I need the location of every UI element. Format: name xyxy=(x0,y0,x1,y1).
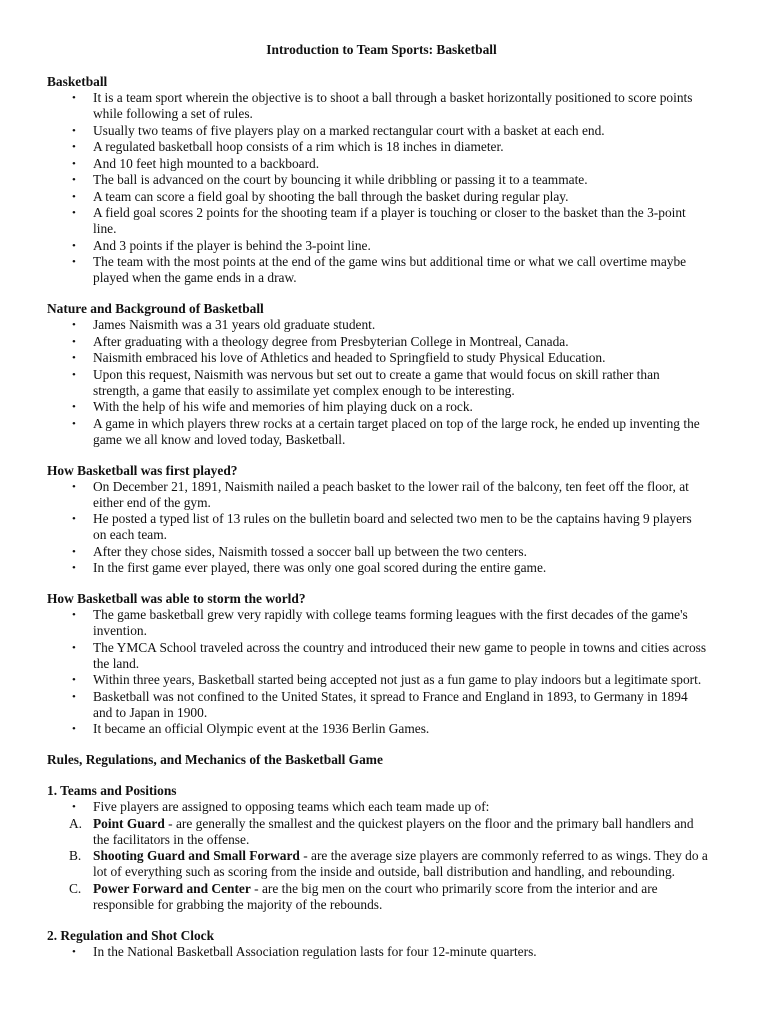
bullet-icon: • xyxy=(72,335,76,348)
list-item-text: On December 21, 1891, Naismith nailed a peach basket to the lower rail of the balcony, ten feet off the floor, at either end of the gym. xyxy=(93,478,689,510)
list-item xyxy=(47,399,708,415)
bullet-icon: • xyxy=(72,239,76,252)
section-heading: How Basketball was able to storm the world? xyxy=(47,591,306,606)
list-item-text: After they chose sides, Naismith tossed a soccer ball up between the two centers. xyxy=(93,543,527,559)
list-item-text: And 10 feet high mounted to a backboard. xyxy=(93,155,320,171)
bullet-icon: • xyxy=(72,92,76,104)
section-heading: 1. Teams and Positions xyxy=(47,783,177,798)
position-item xyxy=(47,881,708,913)
bullet-icon: • xyxy=(72,674,76,686)
section-heading: How Basketball was first played? xyxy=(47,462,238,478)
bullet-list xyxy=(47,799,708,815)
section xyxy=(47,463,708,577)
bullet-icon: • xyxy=(72,641,76,654)
list-item-text: The game basketball grew very rapidly with college teams forming leagues with the first decades of the game's invention. xyxy=(93,607,688,638)
list-item-text: The team with the most points at the end of the game wins but additional time or what we call overtime maybe played when the game ends in a draw. xyxy=(93,254,687,285)
list-item-text: Five players are assigned to opposing teams which each team made up of: xyxy=(93,799,490,814)
list-item-text: It is a team sport wherein the objective is to shoot a ball through a basket horizontally positioned to score points while following a set of rules. xyxy=(93,90,693,121)
bullet-icon: • xyxy=(72,141,76,153)
bullet-list xyxy=(47,90,708,286)
bullet-icon: • xyxy=(72,723,76,735)
document-title: Introduction to Team Sports: Basketball xyxy=(266,42,497,57)
position-description: - are the average size players are commonly referred to as wings. They do a lot of everything such as scoring from the inside and outside, ball distribution and handling, and rebounding. xyxy=(93,848,708,879)
list-item-text: A game in which players threw rocks at a certain target placed on top of the large rock, he ended up inventing the game we all know and loved today, Basketball. xyxy=(93,415,700,447)
bullet-icon: • xyxy=(72,174,76,186)
bullet-icon: • xyxy=(72,545,76,558)
position-item xyxy=(47,816,708,848)
bullet-icon: • xyxy=(72,368,76,381)
list-item xyxy=(47,350,708,366)
list-item xyxy=(47,238,708,254)
list-item-text: A field goal scores 2 points for the shooting team if a player is touching or closer to the basket than the 3-point line. xyxy=(93,205,686,236)
list-item xyxy=(47,544,708,560)
list-item xyxy=(47,139,708,155)
list-item xyxy=(47,334,708,350)
sections-container xyxy=(47,74,708,737)
bullet-icon: • xyxy=(72,609,76,621)
list-item-text: A team can score a field goal by shooting the ball through the basket during regular play. xyxy=(93,188,569,204)
list-item-text: The ball is advanced on the court by bouncing it while dribbling or passing it to a teammate. xyxy=(93,172,588,187)
bullet-icon: • xyxy=(72,690,76,703)
bullet-icon: • xyxy=(72,256,76,268)
list-item-text: Naismith embraced his love of Athletics and headed to Springfield to study Physical Education. xyxy=(93,350,606,365)
bullet-icon: • xyxy=(72,513,76,525)
list-item xyxy=(47,511,708,543)
list-item xyxy=(47,123,708,139)
bullet-icon: • xyxy=(72,207,76,219)
bullet-icon: • xyxy=(72,417,76,430)
bullet-icon: • xyxy=(72,319,76,331)
list-item-text: He posted a typed list of 13 rules on the bulletin board and selected two men to be the captains having 9 players on each team. xyxy=(93,511,692,542)
list-item xyxy=(47,90,708,122)
list-item-text: Basketball was not confined to the United States, it spread to France and England in 1893, to Germany in 1894 and to Japan in 1900. xyxy=(93,688,688,720)
bullet-icon: • xyxy=(72,124,76,137)
list-item xyxy=(47,944,708,960)
bullet-icon: • xyxy=(72,945,76,958)
list-item-text: A regulated basketball hoop consists of a rim which is 18 inches in diameter. xyxy=(93,139,504,154)
list-item-text: It became an official Olympic event at the 1936 Berlin Games. xyxy=(93,721,430,736)
section-heading: 2. Regulation and Shot Clock xyxy=(47,927,215,943)
list-item xyxy=(47,254,708,286)
list-item-text: And 3 points if the player is behind the 3-point line. xyxy=(93,237,371,253)
section-regulation xyxy=(47,928,708,960)
position-item xyxy=(47,848,708,880)
bullet-list xyxy=(47,944,708,960)
list-letter: C. xyxy=(69,880,82,896)
list-item xyxy=(47,367,708,399)
position-term: Shooting Guard and Small Forward xyxy=(93,848,300,863)
bullet-list xyxy=(47,479,708,577)
list-item xyxy=(47,560,708,576)
bullet-icon: • xyxy=(72,480,76,493)
section xyxy=(47,301,708,448)
bullet-list xyxy=(47,317,708,448)
list-item xyxy=(47,205,708,237)
list-item xyxy=(47,672,708,688)
list-item-text: The YMCA School traveled across the country and introduced their new game to people in towns and cities across the land. xyxy=(93,639,707,671)
list-item-text: Within three years, Basketball started being accepted not just as a fun game to play indoors but a legitimate sport. xyxy=(93,672,702,687)
position-description: - are generally the smallest and the quickest players on the floor and the primary ball handlers and the facilitators in the offense. xyxy=(93,815,694,847)
list-item xyxy=(47,689,708,721)
bullet-icon: • xyxy=(72,562,76,574)
bullet-icon: • xyxy=(72,801,76,813)
list-item xyxy=(47,479,708,511)
bullet-icon: • xyxy=(72,157,76,170)
section-teams-positions xyxy=(47,783,708,913)
list-letter: A. xyxy=(69,815,83,831)
list-item xyxy=(47,721,708,737)
section-heading: Basketball xyxy=(47,74,108,89)
bullet-icon: • xyxy=(72,352,76,364)
list-item xyxy=(47,416,708,448)
list-item-text: In the National Basketball Association regulation lasts for four 12-minute quarters. xyxy=(93,943,537,959)
list-item xyxy=(47,189,708,205)
position-description: - are the big men on the court who primarily score from the interior and are responsible for grabbing the majority of the rebounds. xyxy=(93,880,658,912)
list-item xyxy=(47,607,708,639)
section-heading: Nature and Background of Basketball xyxy=(47,301,264,316)
list-item-text: James Naismith was a 31 years old graduate student. xyxy=(93,317,376,332)
list-item xyxy=(47,156,708,172)
list-item xyxy=(47,317,708,333)
list-letter: B. xyxy=(69,848,82,863)
section xyxy=(47,591,708,737)
section xyxy=(47,74,708,286)
positions-list xyxy=(47,816,708,913)
position-term: Point Guard xyxy=(93,815,165,831)
position-term: Power Forward and Center xyxy=(93,880,251,896)
bullet-icon: • xyxy=(72,190,76,203)
list-item-text: In the first game ever played, there was only one goal scored during the entire game. xyxy=(93,560,547,575)
list-item xyxy=(47,172,708,188)
list-item xyxy=(47,640,708,672)
list-item-text: Upon this request, Naismith was nervous but set out to create a game that would focus on skill rather than strength, a game that easily to assimilate yet complex enough to be interesting. xyxy=(93,366,660,398)
list-item xyxy=(47,799,708,815)
list-item-text: Usually two teams of five players play on a marked rectangular court with a basket at each end. xyxy=(93,122,605,138)
bullet-icon: • xyxy=(72,401,76,413)
rules-heading: Rules, Regulations, and Mechanics of the Basketball Game xyxy=(47,752,383,767)
list-item-text: With the help of his wife and memories of him playing duck on a rock. xyxy=(93,399,473,414)
bullet-list xyxy=(47,607,708,737)
list-item-text: After graduating with a theology degree from Presbyterian College in Montreal, Canada. xyxy=(93,333,569,349)
